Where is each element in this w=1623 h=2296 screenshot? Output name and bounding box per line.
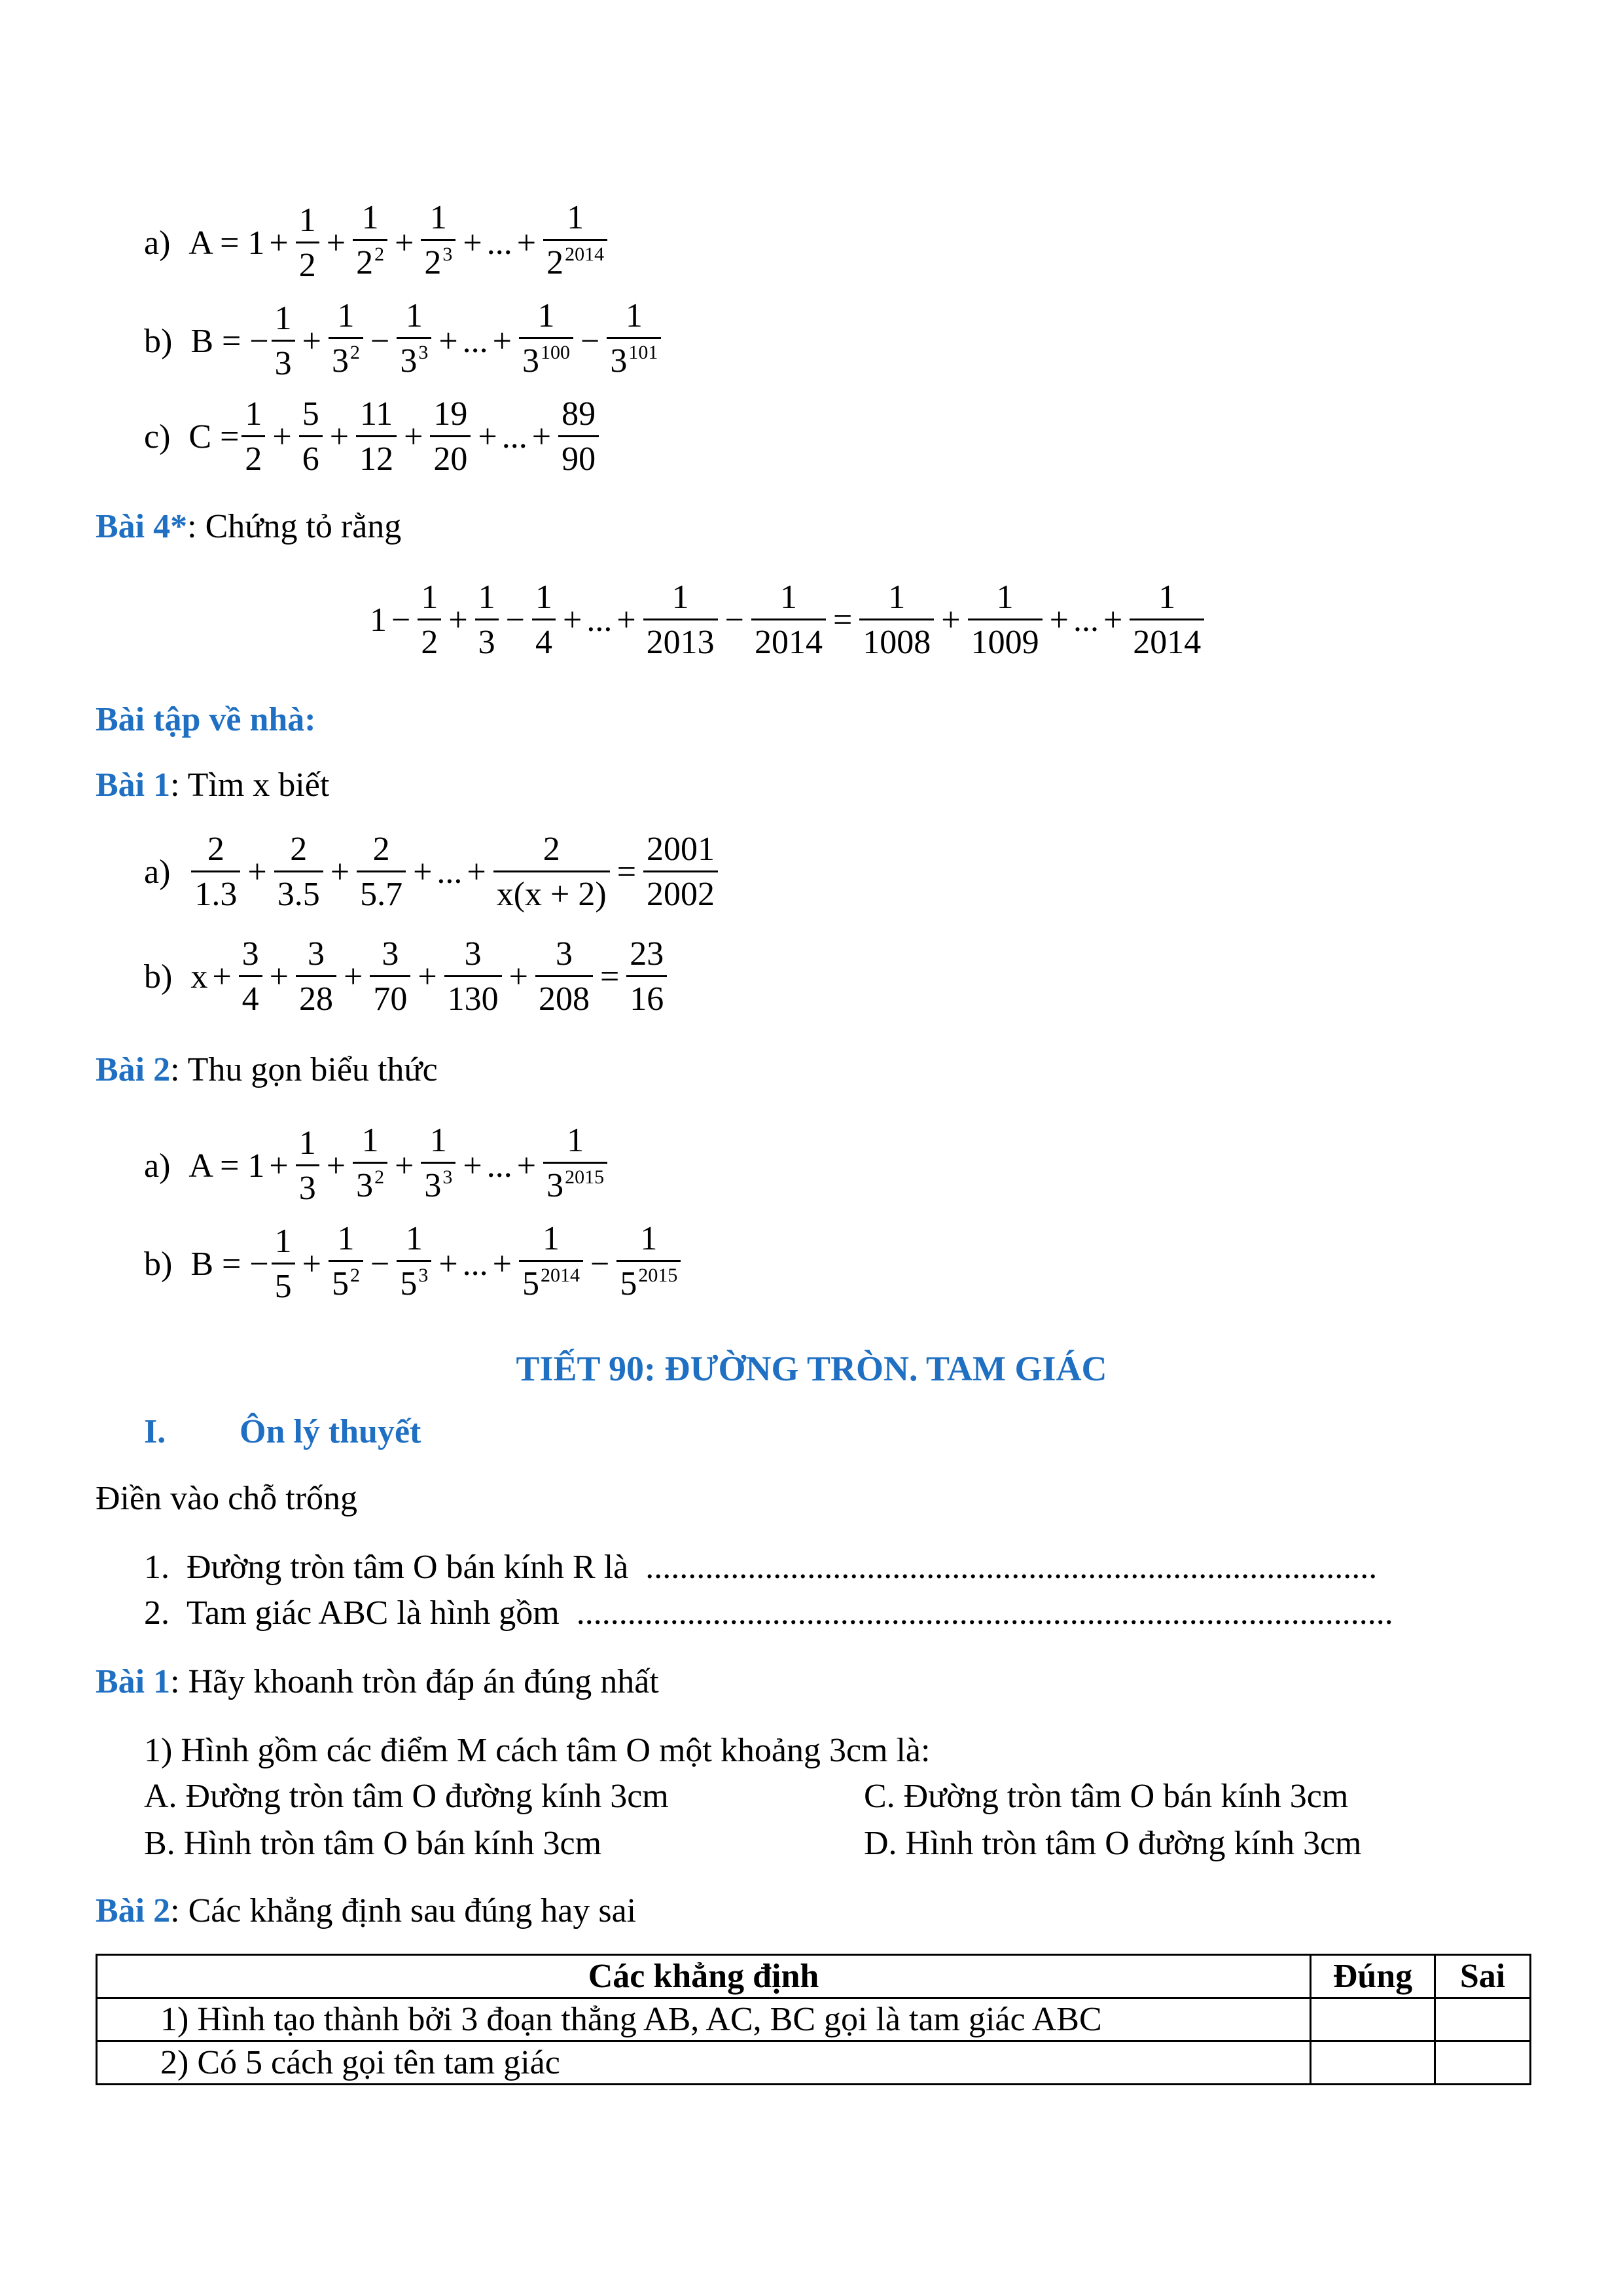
- fraction: [543, 200, 607, 286]
- exercise-text: : Thu gọn biểu thức: [170, 1051, 438, 1088]
- denominator: $3^{101}$: [607, 337, 661, 384]
- expr-lhs: B = −: [190, 322, 269, 360]
- expr-lhs: A = 1: [188, 224, 265, 262]
- statement-cell: 2) Có 5 cách gọi tên tam giác: [97, 2041, 1311, 2085]
- fraction: $\frac{3}{70}$: [370, 936, 410, 1018]
- exercise-text: : Tìm x biết: [170, 766, 330, 804]
- fill-item: [144, 1594, 1393, 1633]
- ex1-heading: [96, 1662, 659, 1702]
- top-expr-a: [144, 200, 610, 286]
- op-plus: +: [463, 224, 482, 262]
- ellipsis: ...: [462, 322, 488, 360]
- item-number: 1.: [144, 1549, 169, 1586]
- fill-intro: Điền vào chỗ trống: [96, 1480, 358, 1517]
- table-row: [97, 1998, 1531, 2041]
- op-plus: +: [516, 224, 537, 262]
- op-plus: +: [302, 322, 321, 360]
- fraction: $\frac{1}{3}$: [475, 579, 499, 661]
- denominator: $3^3$: [397, 337, 431, 384]
- op-plus: +: [395, 224, 414, 262]
- fraction: $\frac{1}{2}$: [418, 579, 441, 661]
- fraction: $\frac{3}{28}$: [296, 936, 336, 1018]
- fraction: $\frac{11}{12}$: [356, 396, 397, 478]
- item-label: b): [144, 958, 173, 996]
- item-label: a): [144, 224, 171, 262]
- expr-lhs: B = −: [190, 1245, 269, 1283]
- op-minus: −: [580, 322, 600, 360]
- ellipsis: ...: [486, 224, 512, 262]
- op-plus: +: [404, 418, 423, 456]
- header-statements: Các khẳng định: [97, 1955, 1311, 1998]
- denominator: $3^2$: [329, 337, 363, 384]
- fraction: $\frac{2}{5.7}$: [357, 831, 406, 913]
- numerator: 1: [337, 297, 355, 334]
- op-minus: −: [370, 322, 390, 360]
- hw2-expr-a: a) A = 1 + $\frac{1}{3}$ + $\frac{1}{3^2}$ + $\frac{1}{3^3}$ + ... + $\frac{1}{3^{2015}}$: [144, 1122, 610, 1209]
- hw1-heading: [96, 766, 329, 805]
- fill-item: [144, 1548, 1377, 1587]
- numerator: 1: [405, 297, 423, 334]
- fraction: [519, 298, 573, 384]
- fraction: $\frac{1}{2013}$: [643, 579, 718, 661]
- denominator: 2: [296, 242, 319, 284]
- op-plus: +: [492, 322, 512, 360]
- variable-x: x: [190, 958, 208, 996]
- part-number: I.: [144, 1413, 166, 1450]
- section-title: TIẾT 90: ĐƯỜNG TRÒN. TAM GIÁC: [516, 1349, 1107, 1388]
- fraction: $\frac{1}{5^3}$: [397, 1221, 431, 1307]
- item-label: a): [144, 853, 171, 891]
- fraction: $\frac{1}{3^{2015}}$: [543, 1122, 607, 1209]
- denominator: $2^2$: [353, 239, 387, 286]
- item-label: a): [144, 1147, 171, 1185]
- option-a: A. Đường tròn tâm O đường kính 3cm: [144, 1778, 669, 1815]
- fraction: $\frac{1}{4}$: [532, 579, 556, 661]
- true-cell[interactable]: [1311, 1998, 1435, 2041]
- fraction: $\frac{1}{5^{2015}}$: [616, 1221, 681, 1307]
- exercise-label: Bài 2: [96, 1892, 171, 1929]
- exercise-text: : Hãy khoanh tròn đáp án đúng nhất: [170, 1663, 659, 1700]
- fraction: $\frac{19}{20}$: [430, 396, 471, 478]
- bai4-heading: [96, 507, 401, 547]
- item-label: b): [144, 322, 173, 360]
- hw1-expr-a: a) $\frac{2}{1.3}$ + $\frac{2}{3.5}$ + $\frac{2}{5.7}$ + ... + $\frac{2}{x(x + 2)}$ = $\frac{2001}{2002}$: [144, 831, 721, 913]
- numerator: 1: [298, 201, 316, 239]
- fraction: [272, 300, 295, 382]
- op-plus: +: [326, 224, 346, 262]
- fraction: $\frac{1}{5}$: [272, 1223, 295, 1305]
- expr-lhs: A = 1: [188, 1147, 265, 1185]
- fraction: $\frac{3}{4}$: [239, 936, 262, 1018]
- fraction: [607, 298, 661, 384]
- table-header-row: [97, 1955, 1531, 1998]
- exercise-label: Bài 1: [96, 1663, 171, 1700]
- option-d: D. Hình tròn tâm O đường kính 3cm: [864, 1825, 1362, 1862]
- exercise-text: : Chứng tỏ rằng: [187, 508, 402, 545]
- item-label: b): [144, 1245, 173, 1283]
- fraction: $\frac{1}{1009}$: [968, 579, 1043, 661]
- exercise-label: Bài 2: [96, 1051, 171, 1088]
- exercise-text: : Các khẳng định sau đúng hay sai: [170, 1892, 637, 1929]
- fraction: $\frac{1}{3^2}$: [353, 1122, 387, 1209]
- true-cell[interactable]: [1311, 2041, 1435, 2085]
- option-b: B. Hình tròn tâm O bán kính 3cm: [144, 1825, 602, 1862]
- hw1-expr-b: b) x + $\frac{3}{4}$ + $\frac{3}{28}$ + $\frac{3}{70}$ + $\frac{3}{130}$ + $\frac{3}{208}$ = $\frac{23}{16}$: [144, 936, 669, 1018]
- fraction: $\frac{1}{1008}$: [859, 579, 934, 661]
- denominator: 3: [272, 340, 295, 382]
- fraction: $\frac{89}{90}$: [558, 396, 599, 478]
- fraction: [353, 200, 387, 286]
- fraction: $\frac{1}{2}$: [241, 396, 265, 478]
- op-plus: +: [329, 418, 349, 456]
- fraction: $\frac{1}{2014}$: [751, 579, 826, 661]
- denominator: $3^{100}$: [519, 337, 573, 384]
- item-number: 2.: [144, 1594, 169, 1632]
- hw2-heading: [96, 1050, 438, 1090]
- fraction: $\frac{1}{3^3}$: [421, 1122, 455, 1209]
- item-text: Tam giác ABC là hình gồm: [187, 1594, 560, 1632]
- part-title: Ôn lý thuyết: [240, 1413, 421, 1450]
- table-row: [97, 2041, 1531, 2085]
- header-false: Sai: [1435, 1955, 1531, 1998]
- fraction: $\frac{3}{208}$: [535, 936, 593, 1018]
- true-false-table: [96, 1954, 1531, 2085]
- op-plus: +: [438, 322, 458, 360]
- op-plus: +: [272, 418, 292, 456]
- statement-cell: 1) Hình tạo thành bởi 3 đoạn thẳng AB, AC, BC gọi là tam giác ABC: [97, 1998, 1311, 2041]
- denominator: $2^3$: [421, 239, 455, 286]
- ellipsis: ...: [501, 418, 527, 456]
- fraction: [329, 298, 363, 384]
- fraction: $\frac{2001}{2002}$: [643, 831, 718, 913]
- fraction: $\frac{1}{5^2}$: [329, 1221, 363, 1307]
- ex2-heading: [96, 1892, 636, 1931]
- fraction: [397, 298, 431, 384]
- item-text: Đường tròn tâm O bán kính R là: [187, 1549, 629, 1586]
- false-cell[interactable]: [1435, 1998, 1531, 2041]
- op-plus: +: [531, 418, 552, 456]
- numerator: 1: [429, 199, 447, 236]
- top-expr-b: [144, 298, 664, 384]
- numerator: 1: [537, 297, 555, 334]
- op-plus: +: [269, 224, 289, 262]
- fraction: [296, 202, 319, 284]
- expr-lhs: C =: [188, 418, 240, 456]
- hw2-expr-b: b) B = − $\frac{1}{5}$ + $\frac{1}{5^2}$ − $\frac{1}{5^3}$ + ... + $\frac{1}{5^{2014}}$ − $\frac{1}{5^{2015}}$: [144, 1221, 683, 1307]
- blank-dots: ................................................................................................: [576, 1594, 1393, 1632]
- denominator: $2^{2014}$: [543, 239, 607, 286]
- op-plus: +: [478, 418, 497, 456]
- fraction: $\frac{5}{6}$: [299, 396, 323, 478]
- item-label: c): [144, 418, 171, 456]
- option-c: C. Đường tròn tâm O bán kính 3cm: [864, 1778, 1349, 1815]
- fraction: $\frac{1}{5^{2014}}$: [519, 1221, 583, 1307]
- homework-heading: Bài tập về nhà:: [96, 701, 316, 738]
- exercise-label: Bài 1: [96, 766, 171, 804]
- numerator: 1: [567, 199, 584, 236]
- fraction: $\frac{2}{x(x + 2)}$: [493, 831, 610, 913]
- fraction: $\frac{2}{3.5}$: [274, 831, 323, 913]
- numerator: 1: [274, 299, 292, 337]
- fraction: $\frac{3}{130}$: [444, 936, 502, 1018]
- numerator: 1: [625, 297, 643, 334]
- top-expr-c: [144, 396, 601, 478]
- fraction: [421, 200, 455, 286]
- term: 1: [370, 601, 387, 639]
- numerator: 1: [361, 199, 379, 236]
- bai4-identity: 1 − $\frac{1}{2}$ + $\frac{1}{3}$ − $\frac{1}{4}$ + ... + $\frac{1}{2013}$ − $\frac{1}{2014}$ = $\frac{1}{1008}$ + $\frac{1}{1009}$ + ... + $\frac{1}{2014}$: [370, 579, 1207, 661]
- exercise-label: Bài 4*: [96, 508, 188, 545]
- fraction: $\frac{1}{2014}$: [1130, 579, 1204, 661]
- question: 1) Hình gồm các điểm M cách tâm O một khoảng 3cm là:: [144, 1732, 931, 1769]
- header-true: Đúng: [1311, 1955, 1435, 1998]
- false-cell[interactable]: [1435, 2041, 1531, 2085]
- blank-dots: ......................................................................................: [645, 1549, 1378, 1586]
- fraction: $\frac{1}{3}$: [296, 1125, 319, 1207]
- fraction: $\frac{2}{1.3}$: [191, 831, 240, 913]
- fraction: $\frac{23}{16}$: [626, 936, 667, 1018]
